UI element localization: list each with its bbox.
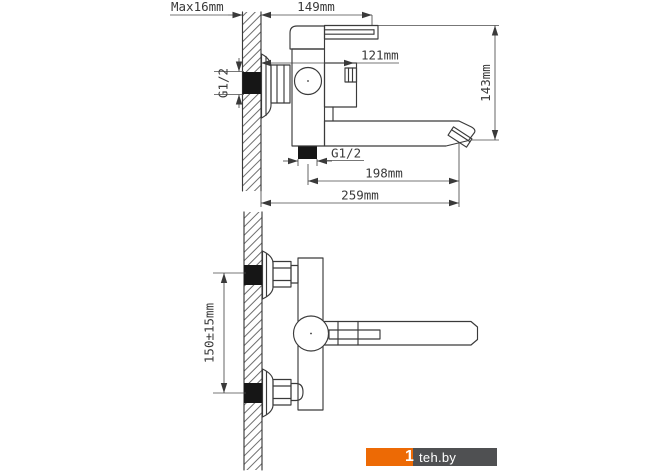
lower-eccentric-connector	[263, 369, 304, 417]
dim-label-149: 149mm	[297, 0, 335, 14]
dimension-body-depth	[261, 48, 399, 64]
upper-eccentric-connector	[263, 251, 299, 299]
wall-pipe-thread-block	[243, 72, 262, 94]
dim-label-198: 198mm	[365, 165, 403, 181]
dim-label-259: 259mm	[341, 187, 379, 203]
label-wall-thread	[214, 58, 244, 108]
lever-handle-side	[325, 26, 379, 40]
lever-handle-front	[323, 322, 478, 346]
wall-section-front-view	[244, 212, 262, 470]
dim-label-143: 143mm	[478, 64, 493, 102]
watermark-gray-block	[413, 448, 497, 466]
dimension-max-wall-thickness	[170, 0, 243, 15]
watermark-logo-one: 1	[405, 448, 414, 465]
watermark-site-label: teh.by	[419, 449, 457, 465]
dimension-overall-height	[378, 26, 499, 141]
upper-inlet-thread-block	[244, 265, 262, 285]
spout-outlet-thread-block	[298, 147, 317, 160]
eccentric-connector-side	[262, 54, 291, 118]
dim-label-max-wall: Max16mm	[171, 0, 224, 14]
side-view	[170, 0, 499, 207]
lower-inlet-thread-block	[244, 383, 262, 403]
dim-label-150: 150±15mm	[201, 302, 217, 364]
thread-label-bottom: G1/2	[331, 145, 362, 161]
dimension-overall-reach	[261, 188, 459, 208]
label-spout-thread	[283, 146, 364, 162]
watermark-1teh-by	[366, 448, 497, 466]
thread-label-top: G1/2	[215, 67, 231, 99]
dim-label-121: 121mm	[361, 47, 399, 63]
front-view	[202, 212, 478, 470]
spout-side	[298, 121, 475, 166]
faucet-body-side	[290, 26, 357, 146]
cartridge-front	[294, 316, 329, 351]
dimension-handle-reach	[261, 0, 372, 25]
dimension-inlet-spacing	[202, 273, 247, 393]
wall-section-side-view	[243, 12, 262, 191]
